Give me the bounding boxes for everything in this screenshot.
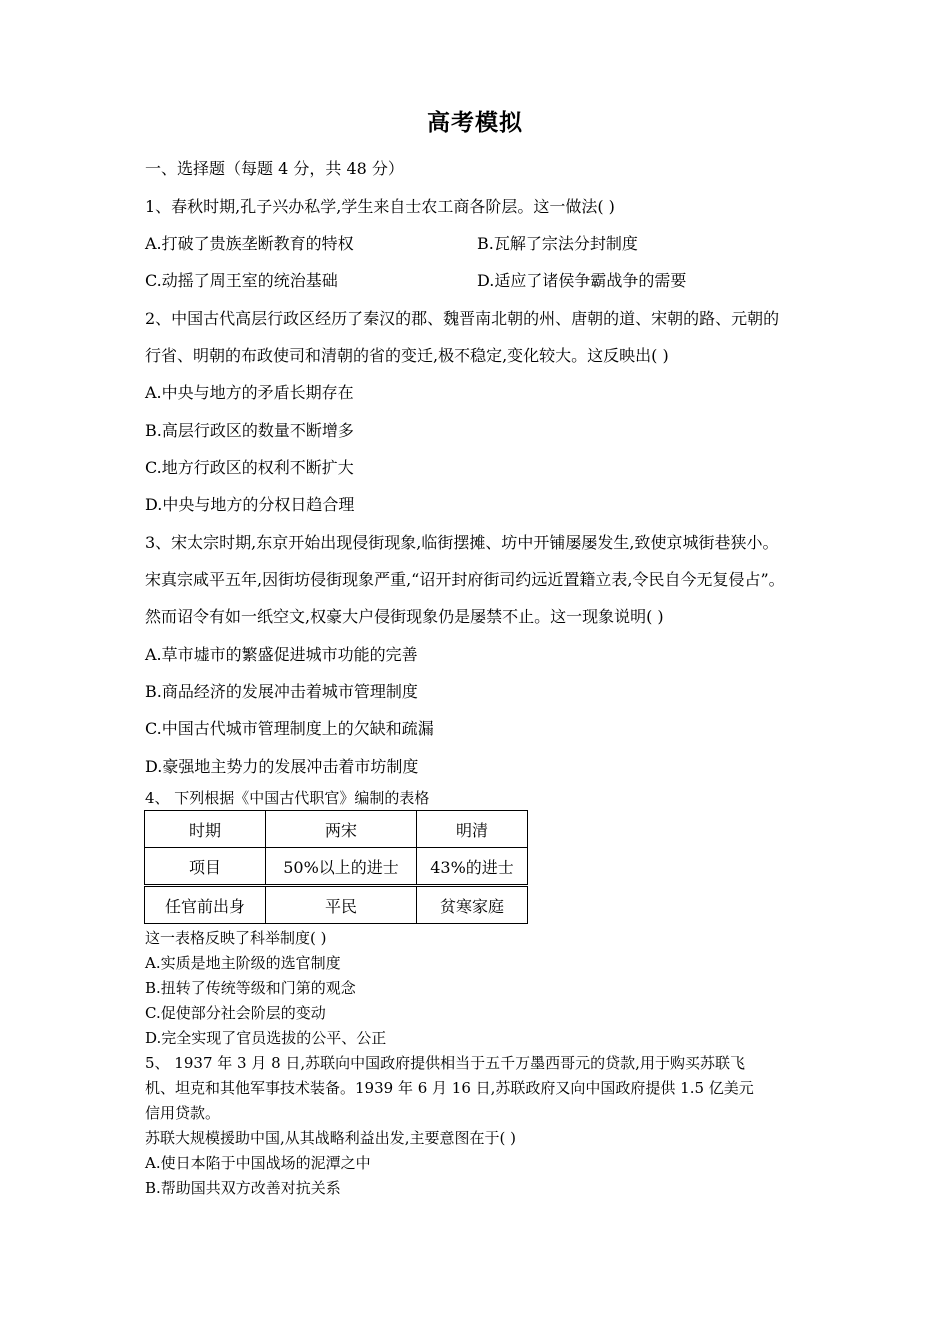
q5-question: 苏联大规模援助中国,从其战略利益出发,主要意图在于( ): [145, 1129, 517, 1147]
q2-option-a: A.中央与地方的矛盾长期存在: [145, 383, 354, 402]
table-cell: 贫寒家庭: [417, 886, 528, 924]
q4-stem: 4、 下列根据《中国古代职官》编制的表格: [145, 789, 430, 807]
table-row: [145, 848, 528, 886]
q3-option-c: C.中国古代城市管理制度上的欠缺和疏漏: [145, 719, 434, 738]
q1-option-c: C.动摇了周王室的统治基础: [145, 271, 338, 290]
table-cell: 任官前出身: [145, 886, 266, 924]
q1-option-a: A.打破了贵族垄断教育的特权: [145, 234, 354, 253]
table-row: [145, 886, 528, 924]
q2-option-c: C.地方行政区的权利不断扩大: [145, 458, 354, 477]
q5-option-a: A.使日本陷于中国战场的泥潭之中: [145, 1154, 371, 1172]
q3-option-a: A.草市墟市的繁盛促进城市功能的完善: [145, 645, 418, 664]
q1-option-d: D.适应了诸侯争霸战争的需要: [477, 271, 687, 290]
table-cell: 时期: [145, 811, 266, 848]
q5-stem-line3: 信用贷款。: [145, 1104, 221, 1122]
q3-option-d: D.豪强地主势力的发展冲击着市坊制度: [145, 757, 419, 776]
q1-stem: 1、春秋时期,孔子兴办私学,学生来自士农工商各阶层。这一做法( ): [145, 197, 615, 216]
table-cell: 两宋: [266, 811, 417, 848]
table-row: [145, 811, 528, 848]
page-title: 高考模拟: [427, 109, 523, 136]
q3-stem-line1: 3、宋太宗时期,东京开始出现侵街现象,临街摆摊、坊中开铺屡屡发生,致使京城街巷狭小。: [145, 533, 779, 552]
q4-option-d: D.完全实现了官员选拔的公平、公正: [145, 1029, 387, 1047]
q2-stem-line1: 2、中国古代高层行政区经历了秦汉的郡、魏晋南北朝的州、唐朝的道、宋朝的路、元朝的: [145, 309, 780, 328]
q4-table: [144, 810, 528, 924]
section-heading: 一、选择题（每题 4 分，共 48 分）: [145, 159, 404, 178]
table-cell: 平民: [266, 886, 417, 924]
q3-stem-line3: 然而诏令有如一纸空文,权豪大户侵街现象仍是屡禁不止。这一现象说明( ): [145, 607, 664, 626]
q4-option-b: B.扭转了传统等级和门第的观念: [145, 979, 356, 997]
q2-option-d: D.中央与地方的分权日趋合理: [145, 495, 355, 514]
table-cell: 明清: [417, 811, 528, 848]
q3-option-b: B.商品经济的发展冲击着城市管理制度: [145, 682, 418, 701]
table-cell: 43%的进士: [417, 848, 528, 886]
q5-stem-line1: 5、 1937 年 3 月 8 日,苏联向中国政府提供相当于五千万墨西哥元的贷款,用于购买苏联飞: [145, 1054, 745, 1072]
q4-option-c: C.促使部分社会阶层的变动: [145, 1004, 326, 1022]
q2-stem-line2: 行省、明朝的布政使司和清朝的省的变迁,极不稳定,变化较大。这反映出( ): [145, 346, 669, 365]
q2-option-b: B.高层行政区的数量不断增多: [145, 421, 354, 440]
q4-option-a: A.实质是地主阶级的选官制度: [145, 954, 341, 972]
table-cell: 50%以上的进士: [266, 848, 417, 886]
q5-stem-line2: 机、坦克和其他军事技术装备。1939 年 6 月 16 日,苏联政府又向中国政府提供 1.5 亿美元: [145, 1079, 754, 1097]
q4-question: 这一表格反映了科举制度( ): [145, 929, 327, 947]
table-cell: 项目: [145, 848, 266, 886]
q3-stem-line2: 宋真宗咸平五年,因街坊侵街现象严重,“诏开封府街司约远近置籍立表,令民自今无复侵占”。: [145, 570, 785, 589]
q5-option-b: B.帮助国共双方改善对抗关系: [145, 1179, 341, 1197]
q1-option-b: B.瓦解了宗法分封制度: [477, 234, 638, 253]
